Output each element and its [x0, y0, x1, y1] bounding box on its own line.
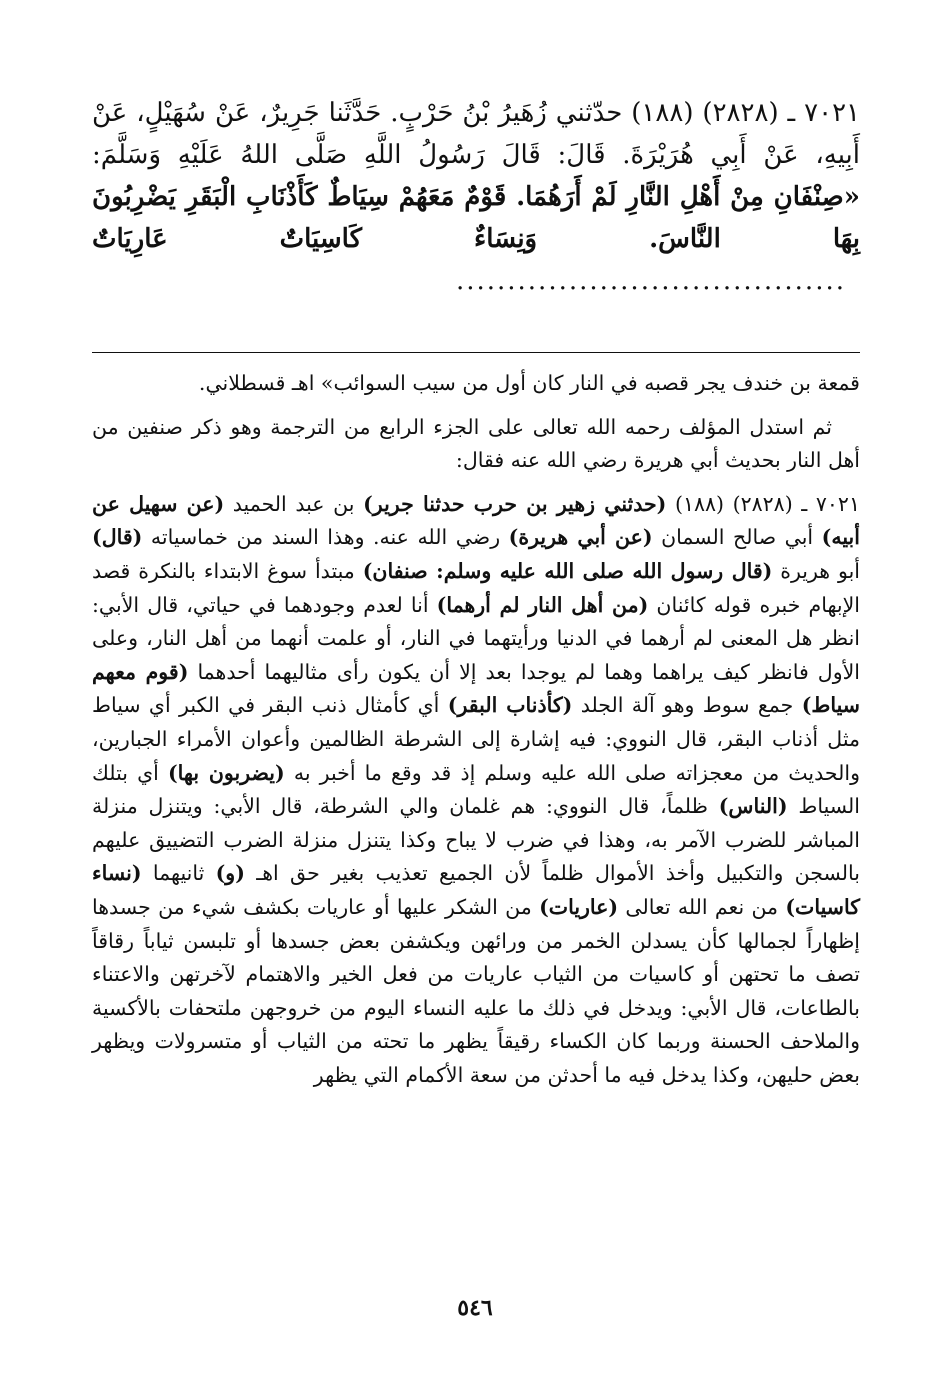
- book-page: [92, 92, 860, 1342]
- quoted-text: (نساء كاسيات): [92, 861, 860, 919]
- quoted-text: (عن سهيل عن أبيه): [92, 491, 860, 550]
- explanation-text: بن عبد الحميد: [232, 491, 355, 516]
- explanation-text: أنا لعدم وجودهما في حياتي، قال الأبي: انظر هل المعنى لم أرهما في الدنيا ورأيتهما في النار، أو علمت أنهما من أهل النار، وعلى الأول فانظر كيف يراهما وهما لم يوجدا بعد إلا أن يكون رأى مثاليهما أحدهما: [92, 592, 860, 684]
- quoted-text: (الناس): [718, 794, 788, 819]
- explanation-text: أي كأمثال ذنب البقر في الكبر أي سياط مثل أذناب البقر، قال النووي: فيه إشارة إلى الشرطة الظالمين وأعوان الأمراء الجبارين، والحديث من معجزاته صلى الله عليه وسلم إذ قد وقع ما أخبر به: [92, 693, 860, 785]
- explanation-text: رضي الله عنه. وهذا السند من خماسياته: [150, 525, 501, 550]
- hadith-matn: «صِنْفَانِ مِنْ أَهْلِ النَّارِ لَمْ أَرَهُمَا. قَوْمٌ مَعَهُمْ سِيَاطٌ كَأَذْنَابِ الْبَقَرِ يَضْرِبُونَ بِهَا النَّاسَ. وَنِسَاءٌ كَاسِيَاتٌ عَارِيَاتٌ: [92, 182, 860, 254]
- explanation-text: أبي صالح السمان: [661, 525, 814, 550]
- explanation-text: مبتدأ سوغ الابتداء بالنكرة قصد الإبهام خبره قوله كائنان: [92, 558, 860, 617]
- hadith-isnad: ٧٠٢١ ـ (٢٨٢٨) (١٨٨) حدّثني زُهَيرُ بْنُ حَرْبٍ. حَدَّثَنا جَرِيرٌ، عَنْ سُهَيْلٍ، عَنْ أَبِيهِ، عَنْ أَبِي هُرَيْرَةَ. قَالَ: قَالَ رَسُولُ اللَّهِ صَلَّى اللهُ عَلَيْهِ وَسَلَّمَ:: [92, 98, 860, 170]
- commentary-paragraph-3: [92, 488, 860, 1093]
- quoted-text: (عن أبي هريرة): [508, 525, 653, 550]
- quoted-text: (كأذناب البقر): [447, 693, 573, 718]
- explanation-text: من الشكر عليها أو عاريات بكشف شيء من جسدها إظهاراً لجمالها كأن يسدلن الخمر من ورائهن ويكشفن بعض جسدها أو تلبسن ثياباً رقاقاً تصف ما تحتهن أو كاسيات من الثياب عاريات من فعل الخير والاهتمام لآخرتهن والاعتناء بالطاعات، قال الأبي: ويدخل في ذلك ما عليه النساء اليوم من خروجهن ملتحفات بالأكسية والملاحف الحسنة وربما كان الكساء رقيقاً يظهر ما تحته من الثياب أو متسرولات ويظهر بعض حليهن، وكذا يدخل فيه ما أحدثن من سعة الأكمام التي يظهر: [92, 894, 860, 1087]
- commentary-paragraph-1: قمعة بن خندف يجر قصبه في النار كان أول من سيب السوائب» اهـ قسطلاني.: [198, 371, 860, 395]
- quoted-text: (و): [215, 861, 245, 886]
- quoted-text: (يضربون بها): [167, 760, 285, 785]
- footnote-divider: [92, 352, 860, 353]
- quoted-text: (من أهل النار لم أرهما): [436, 592, 649, 617]
- explanation-text: أبو هريرة: [780, 558, 860, 583]
- explanation-text: ظلماً، قال النووي: هم غلمان والي الشرطة، قال الأبي: ويتنزل منزلة المباشر للضرب الآمر به، وهذا في ضرب لا يباح وكذا يتنزل منزلة الضرب التضييق عليهم بالسجن والتكبيل وأخذ الأموال ظلماً لأن الجميع تعذيب بغير حق اهـ: [92, 794, 860, 886]
- explanation-text: من نعم الله تعالى: [625, 894, 779, 919]
- quoted-isnad: (حدثني زهير بن حرب حدثنا جرير): [363, 491, 667, 516]
- hadith-text: [92, 92, 860, 302]
- quoted-text: (قال): [92, 525, 143, 550]
- quoted-text: (عاريات): [539, 894, 619, 919]
- page-number: ٥٤٦: [457, 1295, 493, 1321]
- hadith-ellipsis: ......................................: [455, 266, 846, 296]
- explanation-text: ثانيهما: [152, 861, 205, 886]
- hadith-number: ٧٠٢١ ـ (٢٨٢٨) (١٨٨): [674, 491, 860, 516]
- explanation-text: أي بتلك السياط: [92, 760, 860, 819]
- quoted-text: (قال رسول الله صلى الله عليه وسلم: صنفان): [362, 558, 773, 583]
- commentary-paragraph-2: ثم استدل المؤلف رحمه الله تعالى على الجزء الرابع من الترجمة وهو ذكر صنفين من أهل النار بحديث أبي هريرة رضي الله عنه فقال:: [92, 414, 860, 473]
- quoted-text: (قوم معهم سياط): [92, 659, 860, 718]
- explanation-text: جمع سوط وهو آلة الجلد: [580, 693, 794, 718]
- commentary: [92, 367, 860, 1092]
